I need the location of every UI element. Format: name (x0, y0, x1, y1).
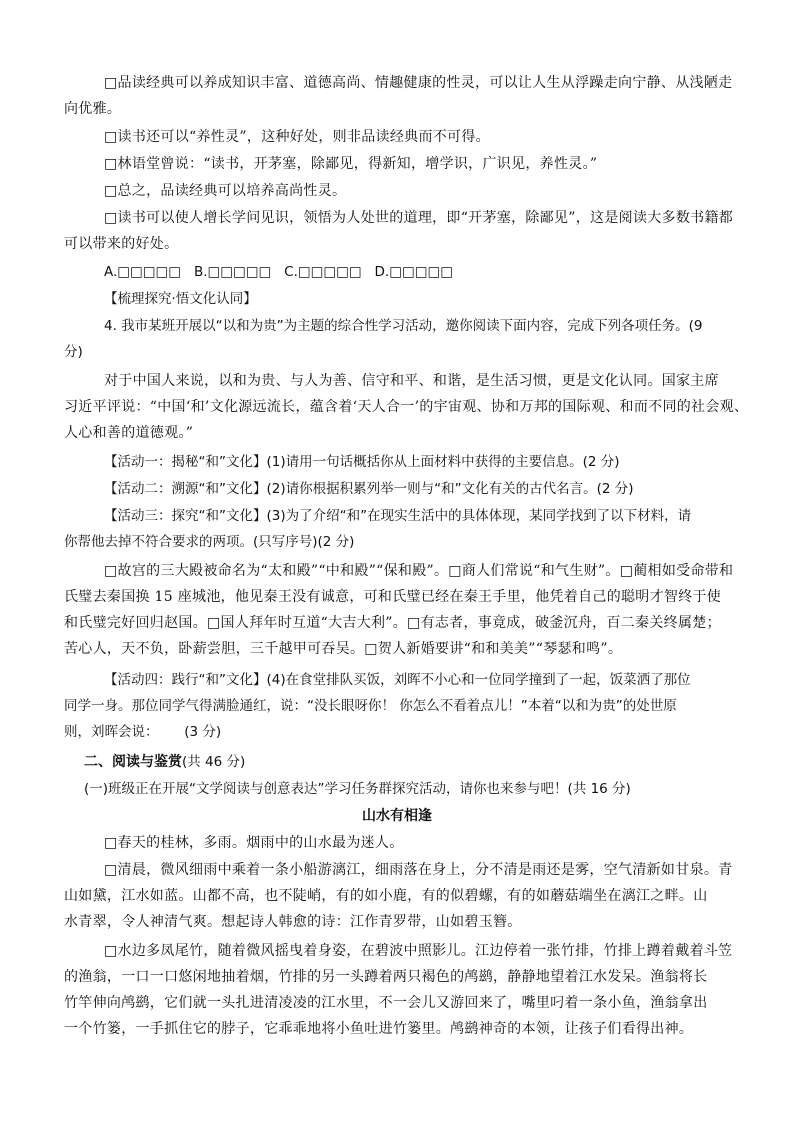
activity-1: 【活动一：揭秘“和”文化】(1)请用一句话概括你从上面材料中获得的主要信息。(2 分) (104, 454, 620, 470)
part-2-heading (84, 749, 724, 775)
question-4-stem-line-1: 4. 我市某班开展以“以和为贵”为主题的综合性学习活动，邀你阅读下面内容，完成下列各项任务。(9 (104, 318, 703, 334)
activity-2: 【活动二：溯源“和”文化】(2)请你根据积累列举一则与“和”文化有关的古代名言。(2 分) (104, 481, 634, 497)
sentence-4: □总之，品读经典可以培养高尚性灵。 (104, 183, 347, 199)
sentence-1 (64, 70, 733, 122)
material-passage (64, 368, 749, 446)
answer-options: A.□□□□□ B.□□□□□ C.□□□□□ D.□□□□□ (104, 264, 453, 280)
question-4-stem-line-2: 分) (64, 344, 83, 360)
sentence-3: □林语堂曾说：“读书，开茅塞，除鄙见，得新知，增学识，广识见，养性灵。” (104, 156, 598, 172)
essay-p3-line-2: 的渔翁，一口一口悠闲地抽着烟，竹排的另一头蹲着两只褐色的鸬鹚，静静地望着江水发呆。渔翁将长 (64, 969, 708, 985)
sentence-5-line-1: □读书可以使人增长学问见识，领悟为人处世的道理，即“开茅塞，除鄙见”，这是阅读大多数书籍都 (104, 210, 734, 226)
materials-line-1: □故宫的三大殿被命名为“太和殿”“中和殿”“保和殿”。□商人们常说“和气生财”。□蔺相如受命带和 (104, 563, 734, 579)
sentence-5 (64, 205, 734, 257)
essay-p3-line-3: 竹竿伸向鸬鹚，它们就一头扎进清凌凌的江水里，不一会儿又游回来了，嘴里叼着一条小鱼，渔翁拿出 (64, 995, 708, 1011)
materials-line-3: 和氏璧完好回归赵国。□国人拜年时互道“大吉大利”。□有志者，事竟成，破釜沉舟，百二秦关终属楚； (64, 615, 721, 631)
material-line-3: 人心和善的道德观。” (64, 425, 194, 441)
material-line-1: 对于中国人来说，以和为贵、与人为善、信守和平、和谐，是生活习惯，更是文化认同。国家主席 (104, 373, 719, 389)
activity-3-line-2: 你帮他去掉不符合要求的两项。(只写序号)(2 分) (64, 534, 355, 550)
part-2-intro: (一)班级正在开展“文学阅读与创意表达”学习任务群探究活动，请你也来参与吧！(共 16 分) (84, 781, 631, 797)
materials-line-2: 氏璧去秦国换 15 座城池，他见秦王没有诚意，可和氏璧已经在秦王手里，他凭着自己的聪明才智终于使 (64, 589, 722, 605)
sentence-1-line-1: □品读经典可以养成知识丰富、道德高尚、情趣健康的性灵，可以让人生从浮躁走向宁静、从浅陋走 (104, 75, 733, 91)
essay-p2-line-1: □清晨，微风细雨中乘着一条小船游漓江，细雨落在身上，分不清是雨还是雾，空气清新如甘泉。青 (104, 862, 733, 878)
essay-p2-line-3: 水青翠，令人神清气爽。想起诗人韩愈的诗：江作青罗带，山如碧玉簪。 (64, 914, 522, 930)
sentence-5-line-2: 可以带来的好处。 (64, 236, 179, 252)
essay-title: 山水有相逢 (362, 808, 432, 824)
activity-4-line-3: 则，刘晖会说： (3 分) (64, 724, 222, 740)
material-line-2: 习近平评说：“中国‘和’文化源远流长，蕴含着‘天人合一’的宇宙观、协和万邦的国际观、和而不同的社会观、 (64, 399, 749, 415)
question-4-stem (64, 313, 724, 365)
sentence-1-line-2: 向优雅。 (64, 101, 122, 117)
part-2-title: 二、阅读与鉴赏 (84, 754, 182, 770)
essay-p3-line-4: 一个竹篓，一手抓住它的脖子，它乖乖地将小鱼吐进竹篓里。鸬鹚神奇的本领，让孩子们看得出神。 (64, 1021, 694, 1037)
part-2-score: (共 46 分) (182, 754, 246, 770)
section-heading: 【梳理探究·悟文化认同】 (104, 291, 257, 307)
essay-paragraph-1: □春天的桂林，多雨。烟雨中的山水最为迷人。 (104, 835, 404, 851)
activity-4-line-2: 同学一身。那位同学气得满脸通红，说：“没长眼呀你！ 你怎么不看着点儿！”本着“以和为贵”的处世原 (64, 698, 677, 714)
activity-4-line-1: 【活动四：践行“和”文化】(4)在食堂排队买饭，刘晖不小心和一位同学撞到了一起，饭菜洒了那位 (104, 672, 691, 688)
activity-3-line-1: 【活动三：探究“和”文化】(3)为了介绍“和”在现实生活中的具体体现，某同学找到了以下材料，请 (104, 508, 692, 524)
sentence-2: □读书还可以“养性灵”，这种好处，则非品读经典而不可得。 (104, 129, 490, 145)
activity-3 (64, 503, 724, 555)
essay-paragraph-3 (64, 938, 733, 1042)
essay-p2-line-2: 山如黛，江水如蓝。山都不高，也不陡峭，有的如小鹿，有的似碧螺，有的如蘑菇端坐在漓江之畔。山 (64, 888, 708, 904)
essay-p3-line-1: □水边多凤尾竹，随着微风摇曳着身姿，在碧波中照影儿。江边停着一张竹排，竹排上蹲着戴着斗笠 (104, 943, 733, 959)
activity-4 (64, 667, 724, 745)
activity-3-materials (64, 558, 734, 662)
materials-line-4: 苦心人，天不负，卧薪尝胆，三千越甲可吞吴。□贺人新婚要讲“和和美美”“琴瑟和鸣”。 (64, 641, 623, 657)
essay-paragraph-2 (64, 857, 733, 935)
